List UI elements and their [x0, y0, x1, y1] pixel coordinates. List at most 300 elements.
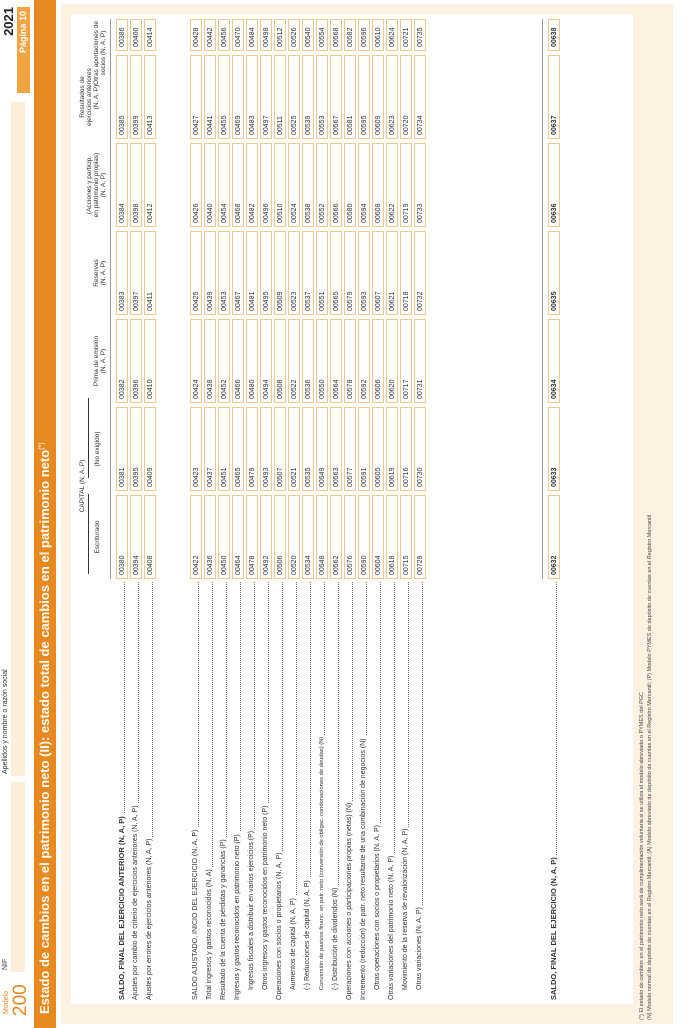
box-code: 00719 [403, 203, 410, 223]
row-label [273, 580, 287, 1000]
amount-input[interactable] [330, 19, 342, 51]
amount-input[interactable] [302, 495, 314, 579]
box-code: 00537 [305, 291, 312, 311]
box-code: 00464 [235, 555, 242, 575]
box-code: 00715 [403, 555, 410, 575]
row-label [259, 580, 273, 990]
amount-input[interactable] [246, 55, 258, 139]
box-code: 00729 [417, 555, 424, 575]
nif-field[interactable] [11, 782, 25, 972]
box-code: 00551 [319, 291, 326, 311]
box-code: 00497 [263, 115, 270, 135]
amount-input[interactable] [372, 495, 384, 579]
box-code: 00577 [347, 467, 354, 487]
box-code: 00412 [147, 203, 154, 223]
amount-input[interactable] [548, 231, 560, 315]
amount-input[interactable] [316, 319, 328, 403]
box-code: 00735 [417, 27, 424, 47]
amount-input[interactable] [218, 55, 230, 139]
box-code: 00581 [347, 115, 354, 135]
amount-input[interactable] [386, 19, 398, 51]
amount-input[interactable] [400, 319, 412, 403]
form-table [71, 14, 633, 1004]
table-row [547, 14, 561, 1004]
box-code: 00424 [193, 379, 200, 399]
amount-input[interactable] [400, 231, 412, 315]
row-label [343, 580, 357, 1000]
modelo-label: Modelo [3, 991, 10, 1014]
amount-input[interactable] [246, 495, 258, 579]
box-code: 00507 [277, 467, 284, 487]
box-code: 00484 [249, 27, 256, 47]
box-code: 00524 [291, 203, 298, 223]
amount-input[interactable] [204, 143, 216, 227]
box-code: 00633 [551, 467, 558, 487]
amount-input[interactable] [344, 407, 356, 491]
box-code: 00523 [291, 291, 298, 311]
amount-input[interactable] [548, 143, 560, 227]
amount-input[interactable] [414, 19, 426, 51]
col-reservas-line1: Reservas [93, 259, 100, 287]
footnote-2: (N) Modelo normal de depósito de cuentas en el Registro Mercantil; (A) Modelo abreviado de depósito de cuentas en el Registro Mercantil; (P) Modelo PYMES de depósito de cuentas en el Registro Mercantil [647, 514, 653, 1020]
box-code: 00521 [291, 467, 298, 487]
amount-input[interactable] [260, 55, 272, 139]
amount-input[interactable] [232, 19, 244, 51]
amount-input[interactable] [330, 55, 342, 139]
box-code: 00604 [375, 555, 382, 575]
amount-input[interactable] [316, 19, 328, 51]
table-row [315, 14, 329, 1004]
row-label-text: SALDO AJUSTADO, INICIO DEL EJERCICIO (N, A, P) [192, 829, 199, 1000]
box-code: 00552 [319, 203, 326, 223]
amount-input[interactable] [330, 495, 342, 579]
amount-input[interactable] [116, 19, 128, 51]
amount-input[interactable] [288, 407, 300, 491]
amount-input[interactable] [386, 495, 398, 579]
box-code: 00620 [389, 379, 396, 399]
amount-input[interactable] [130, 19, 142, 51]
amount-input[interactable] [414, 407, 426, 491]
amount-input[interactable] [144, 495, 156, 579]
box-code: 00534 [305, 555, 312, 575]
amount-input[interactable] [316, 55, 328, 139]
box-code: 00621 [389, 291, 396, 311]
amount-input[interactable] [260, 231, 272, 315]
amount-input[interactable] [330, 231, 342, 315]
amount-input[interactable] [414, 55, 426, 139]
row-label [203, 580, 217, 1000]
amount-input[interactable] [190, 407, 202, 491]
box-code: 00634 [551, 379, 558, 399]
col-reservas-header [93, 231, 107, 315]
box-code: 00385 [119, 115, 126, 135]
apellidos-field[interactable] [11, 102, 25, 776]
amount-input[interactable] [344, 319, 356, 403]
amount-input[interactable] [144, 143, 156, 227]
amount-input[interactable] [330, 407, 342, 491]
amount-input[interactable] [302, 55, 314, 139]
amount-input[interactable] [218, 143, 230, 227]
box-code: 00567 [333, 115, 340, 135]
amount-input[interactable] [130, 143, 142, 227]
amount-input[interactable] [116, 55, 128, 139]
table-row [217, 14, 231, 1004]
box-code: 00536 [305, 379, 312, 399]
amount-input[interactable] [414, 143, 426, 227]
capital-group-header: CAPITAL (N, A, P) [79, 459, 86, 513]
amount-input[interactable] [204, 319, 216, 403]
box-code: 00396 [133, 379, 140, 399]
amount-input[interactable] [372, 231, 384, 315]
box-code: 00408 [147, 555, 154, 575]
amount-input[interactable] [274, 231, 286, 315]
box-code: 00442 [207, 27, 214, 47]
row-label-text: Conversión de pasivos financ. en patr. neto (conversión de obligac. condonaciones de deudas) (N) [319, 736, 325, 990]
box-code: 00478 [249, 555, 256, 575]
amount-input[interactable] [414, 319, 426, 403]
box-code: 00470 [235, 27, 242, 47]
amount-input[interactable] [246, 319, 258, 403]
amount-input[interactable] [288, 319, 300, 403]
box-code: 00538 [305, 203, 312, 223]
box-code: 00437 [207, 467, 214, 487]
table-row [413, 14, 427, 1004]
amount-input[interactable] [218, 407, 230, 491]
amount-input[interactable] [116, 143, 128, 227]
box-code: 00520 [291, 555, 298, 575]
amount-input[interactable] [232, 407, 244, 491]
box-code: 00624 [389, 27, 396, 47]
amount-input[interactable] [218, 319, 230, 403]
box-code: 00720 [403, 115, 410, 135]
amount-input[interactable] [316, 407, 328, 491]
amount-input[interactable] [548, 407, 560, 491]
box-code: 00398 [133, 203, 140, 223]
amount-input[interactable] [130, 495, 142, 579]
amount-input[interactable] [116, 319, 128, 403]
amount-input[interactable] [548, 319, 560, 403]
box-code: 00554 [319, 27, 326, 47]
box-code: 00494 [263, 379, 270, 399]
box-code: 00440 [207, 203, 214, 223]
row-label-text: Otras operaciones con socios o propietarios (N, A, P) [374, 825, 381, 990]
amount-input[interactable] [316, 143, 328, 227]
box-code: 00609 [375, 115, 382, 135]
amount-input[interactable] [116, 231, 128, 315]
amount-input[interactable] [204, 55, 216, 139]
amount-input[interactable] [386, 55, 398, 139]
amount-input[interactable] [274, 495, 286, 579]
amount-input[interactable] [232, 231, 244, 315]
amount-input[interactable] [330, 319, 342, 403]
amount-input[interactable] [190, 143, 202, 227]
amount-input[interactable] [548, 19, 560, 51]
box-code: 00495 [263, 291, 270, 311]
amount-input[interactable] [260, 143, 272, 227]
box-code: 00423 [193, 467, 200, 487]
box-code: 00413 [147, 115, 154, 135]
box-code: 00593 [361, 291, 368, 311]
amount-input[interactable] [400, 407, 412, 491]
box-code: 00409 [147, 467, 154, 487]
amount-input[interactable] [144, 319, 156, 403]
amount-input[interactable] [344, 19, 356, 51]
box-code: 00381 [119, 467, 126, 487]
amount-input[interactable] [190, 495, 202, 579]
box-code: 00492 [263, 555, 270, 575]
box-code: 00483 [249, 115, 256, 135]
row-label [385, 580, 399, 1000]
amount-input[interactable] [130, 55, 142, 139]
box-code: 00426 [193, 203, 200, 223]
box-code: 00498 [263, 27, 270, 47]
final-divider [542, 19, 543, 579]
box-code: 00493 [263, 467, 270, 487]
amount-input[interactable] [302, 19, 314, 51]
box-code: 00482 [249, 203, 256, 223]
amount-input[interactable] [274, 143, 286, 227]
amount-input[interactable] [372, 319, 384, 403]
amount-input[interactable] [144, 55, 156, 139]
box-code: 00562 [333, 555, 340, 575]
amount-input[interactable] [358, 231, 370, 315]
amount-input[interactable] [190, 19, 202, 51]
box-code: 00717 [403, 379, 410, 399]
box-code: 00481 [249, 291, 256, 311]
box-code: 00414 [147, 27, 154, 47]
row-label-text: Otras variaciones (N, A, P) [416, 907, 423, 990]
amount-input[interactable] [232, 55, 244, 139]
amount-input[interactable] [386, 407, 398, 491]
table-row [129, 14, 143, 1004]
amount-input[interactable] [400, 19, 412, 51]
amount-input[interactable] [400, 495, 412, 579]
amount-input[interactable] [358, 407, 370, 491]
box-code: 00591 [361, 467, 368, 487]
table-row [231, 14, 245, 1004]
amount-input[interactable] [130, 319, 142, 403]
box-code: 00721 [403, 27, 410, 47]
box-code: 00397 [133, 291, 140, 311]
box-code: 00730 [417, 467, 424, 487]
amount-input[interactable] [246, 407, 258, 491]
row-label [413, 580, 427, 990]
amount-input[interactable] [246, 143, 258, 227]
amount-input[interactable] [302, 143, 314, 227]
col-otras-aport-header [93, 3, 107, 103]
modelo-number: 200 [10, 984, 31, 1016]
box-code: 00576 [347, 555, 354, 575]
amount-input[interactable] [358, 19, 370, 51]
amount-input[interactable] [260, 319, 272, 403]
amount-input[interactable] [358, 143, 370, 227]
box-code: 00578 [347, 379, 354, 399]
box-code: 00622 [389, 203, 396, 223]
amount-input[interactable] [316, 231, 328, 315]
row-label-text: Otras variaciones del patrimonio neto (N, A, P) [388, 855, 395, 1000]
box-code: 00395 [133, 467, 140, 487]
amount-input[interactable] [344, 231, 356, 315]
row-label-text: Ingresos y gastos reconocidos en patrimonio neto (P) [234, 834, 241, 1000]
box-code: 00568 [333, 27, 340, 47]
amount-input[interactable] [358, 55, 370, 139]
box-code: 00386 [119, 27, 126, 47]
box-code: 00563 [333, 467, 340, 487]
box-code: 00451 [221, 467, 228, 487]
box-code: 00525 [291, 115, 298, 135]
amount-input[interactable] [344, 143, 356, 227]
box-code: 00549 [319, 467, 326, 487]
amount-input[interactable] [316, 495, 328, 579]
amount-input[interactable] [260, 495, 272, 579]
amount-input[interactable] [204, 19, 216, 51]
amount-input[interactable] [302, 407, 314, 491]
box-code: 00610 [375, 27, 382, 47]
page-badge: Página 10 [17, 7, 30, 93]
table-row [287, 14, 301, 1004]
box-code: 00479 [249, 467, 256, 487]
amount-input[interactable] [372, 407, 384, 491]
box-code: 00400 [133, 27, 140, 47]
amount-input[interactable] [414, 495, 426, 579]
row-label [547, 580, 561, 1000]
amount-input[interactable] [130, 407, 142, 491]
col-acciones-line2: en patrimonio propias) [93, 152, 100, 218]
amount-input[interactable] [260, 19, 272, 51]
table-row [357, 14, 371, 1004]
row-label [399, 580, 413, 990]
box-code: 00550 [319, 379, 326, 399]
amount-input[interactable] [372, 143, 384, 227]
amount-input[interactable] [288, 143, 300, 227]
amount-input[interactable] [548, 495, 560, 579]
table-row [371, 14, 385, 1004]
table-row [399, 14, 413, 1004]
title-bar [34, 0, 56, 1028]
box-code: 00579 [347, 291, 354, 311]
box-code: 00636 [551, 203, 558, 223]
box-code: 00539 [305, 115, 312, 135]
amount-input[interactable] [344, 495, 356, 579]
amount-input[interactable] [302, 319, 314, 403]
row-label-text: (-) Reducciones de capital (N, A, P) [304, 880, 311, 990]
row-label-text: (-) Distribución de dividendos (N) [332, 887, 339, 990]
box-code: 00594 [361, 203, 368, 223]
amount-input[interactable] [190, 55, 202, 139]
box-code: 00452 [221, 379, 228, 399]
box-code: 00590 [361, 555, 368, 575]
box-code: 00635 [551, 291, 558, 311]
amount-input[interactable] [274, 19, 286, 51]
col-prima-header [93, 319, 107, 403]
amount-input[interactable] [386, 231, 398, 315]
box-code: 00623 [389, 115, 396, 135]
amount-input[interactable] [344, 55, 356, 139]
amount-input[interactable] [400, 55, 412, 139]
row-label-text: Otros ingresos y gastos reconocidos en patrimonio neto (P) [262, 805, 269, 990]
box-code: 00619 [389, 467, 396, 487]
box-code: 00582 [347, 27, 354, 47]
amount-input[interactable] [260, 407, 272, 491]
box-code: 00638 [551, 27, 558, 47]
amount-input[interactable] [144, 19, 156, 51]
header-divider [110, 19, 111, 579]
box-code: 00422 [193, 555, 200, 575]
box-code: 00716 [403, 467, 410, 487]
box-code: 00732 [417, 291, 424, 311]
amount-input[interactable] [372, 55, 384, 139]
year-label: 2021 [1, 7, 16, 36]
amount-input[interactable] [218, 495, 230, 579]
amount-input[interactable] [218, 231, 230, 315]
amount-input[interactable] [190, 231, 202, 315]
col-acciones-line3: (N, A, P) [100, 172, 107, 198]
box-code: 00469 [235, 115, 242, 135]
amount-input[interactable] [386, 319, 398, 403]
amount-input[interactable] [330, 143, 342, 227]
box-code: 00508 [277, 379, 284, 399]
amount-input[interactable] [358, 319, 370, 403]
amount-input[interactable] [246, 231, 258, 315]
amount-input[interactable] [548, 55, 560, 139]
row-label [129, 580, 143, 1000]
box-code: 00456 [221, 27, 228, 47]
amount-input[interactable] [144, 231, 156, 315]
box-code: 00606 [375, 379, 382, 399]
amount-input[interactable] [358, 495, 370, 579]
amount-input[interactable] [274, 55, 286, 139]
amount-input[interactable] [288, 55, 300, 139]
box-code: 00480 [249, 379, 256, 399]
amount-input[interactable] [400, 143, 412, 227]
box-code: 00592 [361, 379, 368, 399]
row-label-text: Operaciones con acciones o participaciones propias (netas) (N) [346, 802, 353, 1000]
amount-input[interactable] [274, 407, 286, 491]
capital-line-left [88, 494, 89, 574]
amount-input[interactable] [232, 143, 244, 227]
box-code: 00428 [193, 27, 200, 47]
amount-input[interactable] [144, 407, 156, 491]
amount-input[interactable] [204, 231, 216, 315]
amount-input[interactable] [218, 19, 230, 51]
amount-input[interactable] [246, 19, 258, 51]
box-code: 00394 [133, 555, 140, 575]
amount-input[interactable] [232, 319, 244, 403]
amount-input[interactable] [130, 231, 142, 315]
amount-input[interactable] [116, 495, 128, 579]
amount-input[interactable] [386, 143, 398, 227]
amount-input[interactable] [372, 19, 384, 51]
amount-input[interactable] [288, 231, 300, 315]
amount-input[interactable] [116, 407, 128, 491]
amount-input[interactable] [288, 19, 300, 51]
amount-input[interactable] [414, 231, 426, 315]
amount-input[interactable] [190, 319, 202, 403]
amount-input[interactable] [204, 407, 216, 491]
amount-input[interactable] [204, 495, 216, 579]
amount-input[interactable] [274, 319, 286, 403]
amount-input[interactable] [302, 231, 314, 315]
col-otras-aport-line2: socios (N, A, P) [100, 30, 107, 76]
col-prima-line1: Prima de emisión [93, 335, 100, 387]
row-label [189, 580, 203, 1000]
row-label-text: Total ingresos y gastos reconocidos (N, A) [206, 869, 213, 1000]
apellidos-label: Apellidos y nombre o razón social [2, 669, 9, 774]
box-code: 00566 [333, 203, 340, 223]
table-row [245, 14, 259, 1004]
amount-input[interactable] [288, 495, 300, 579]
amount-input[interactable] [232, 495, 244, 579]
